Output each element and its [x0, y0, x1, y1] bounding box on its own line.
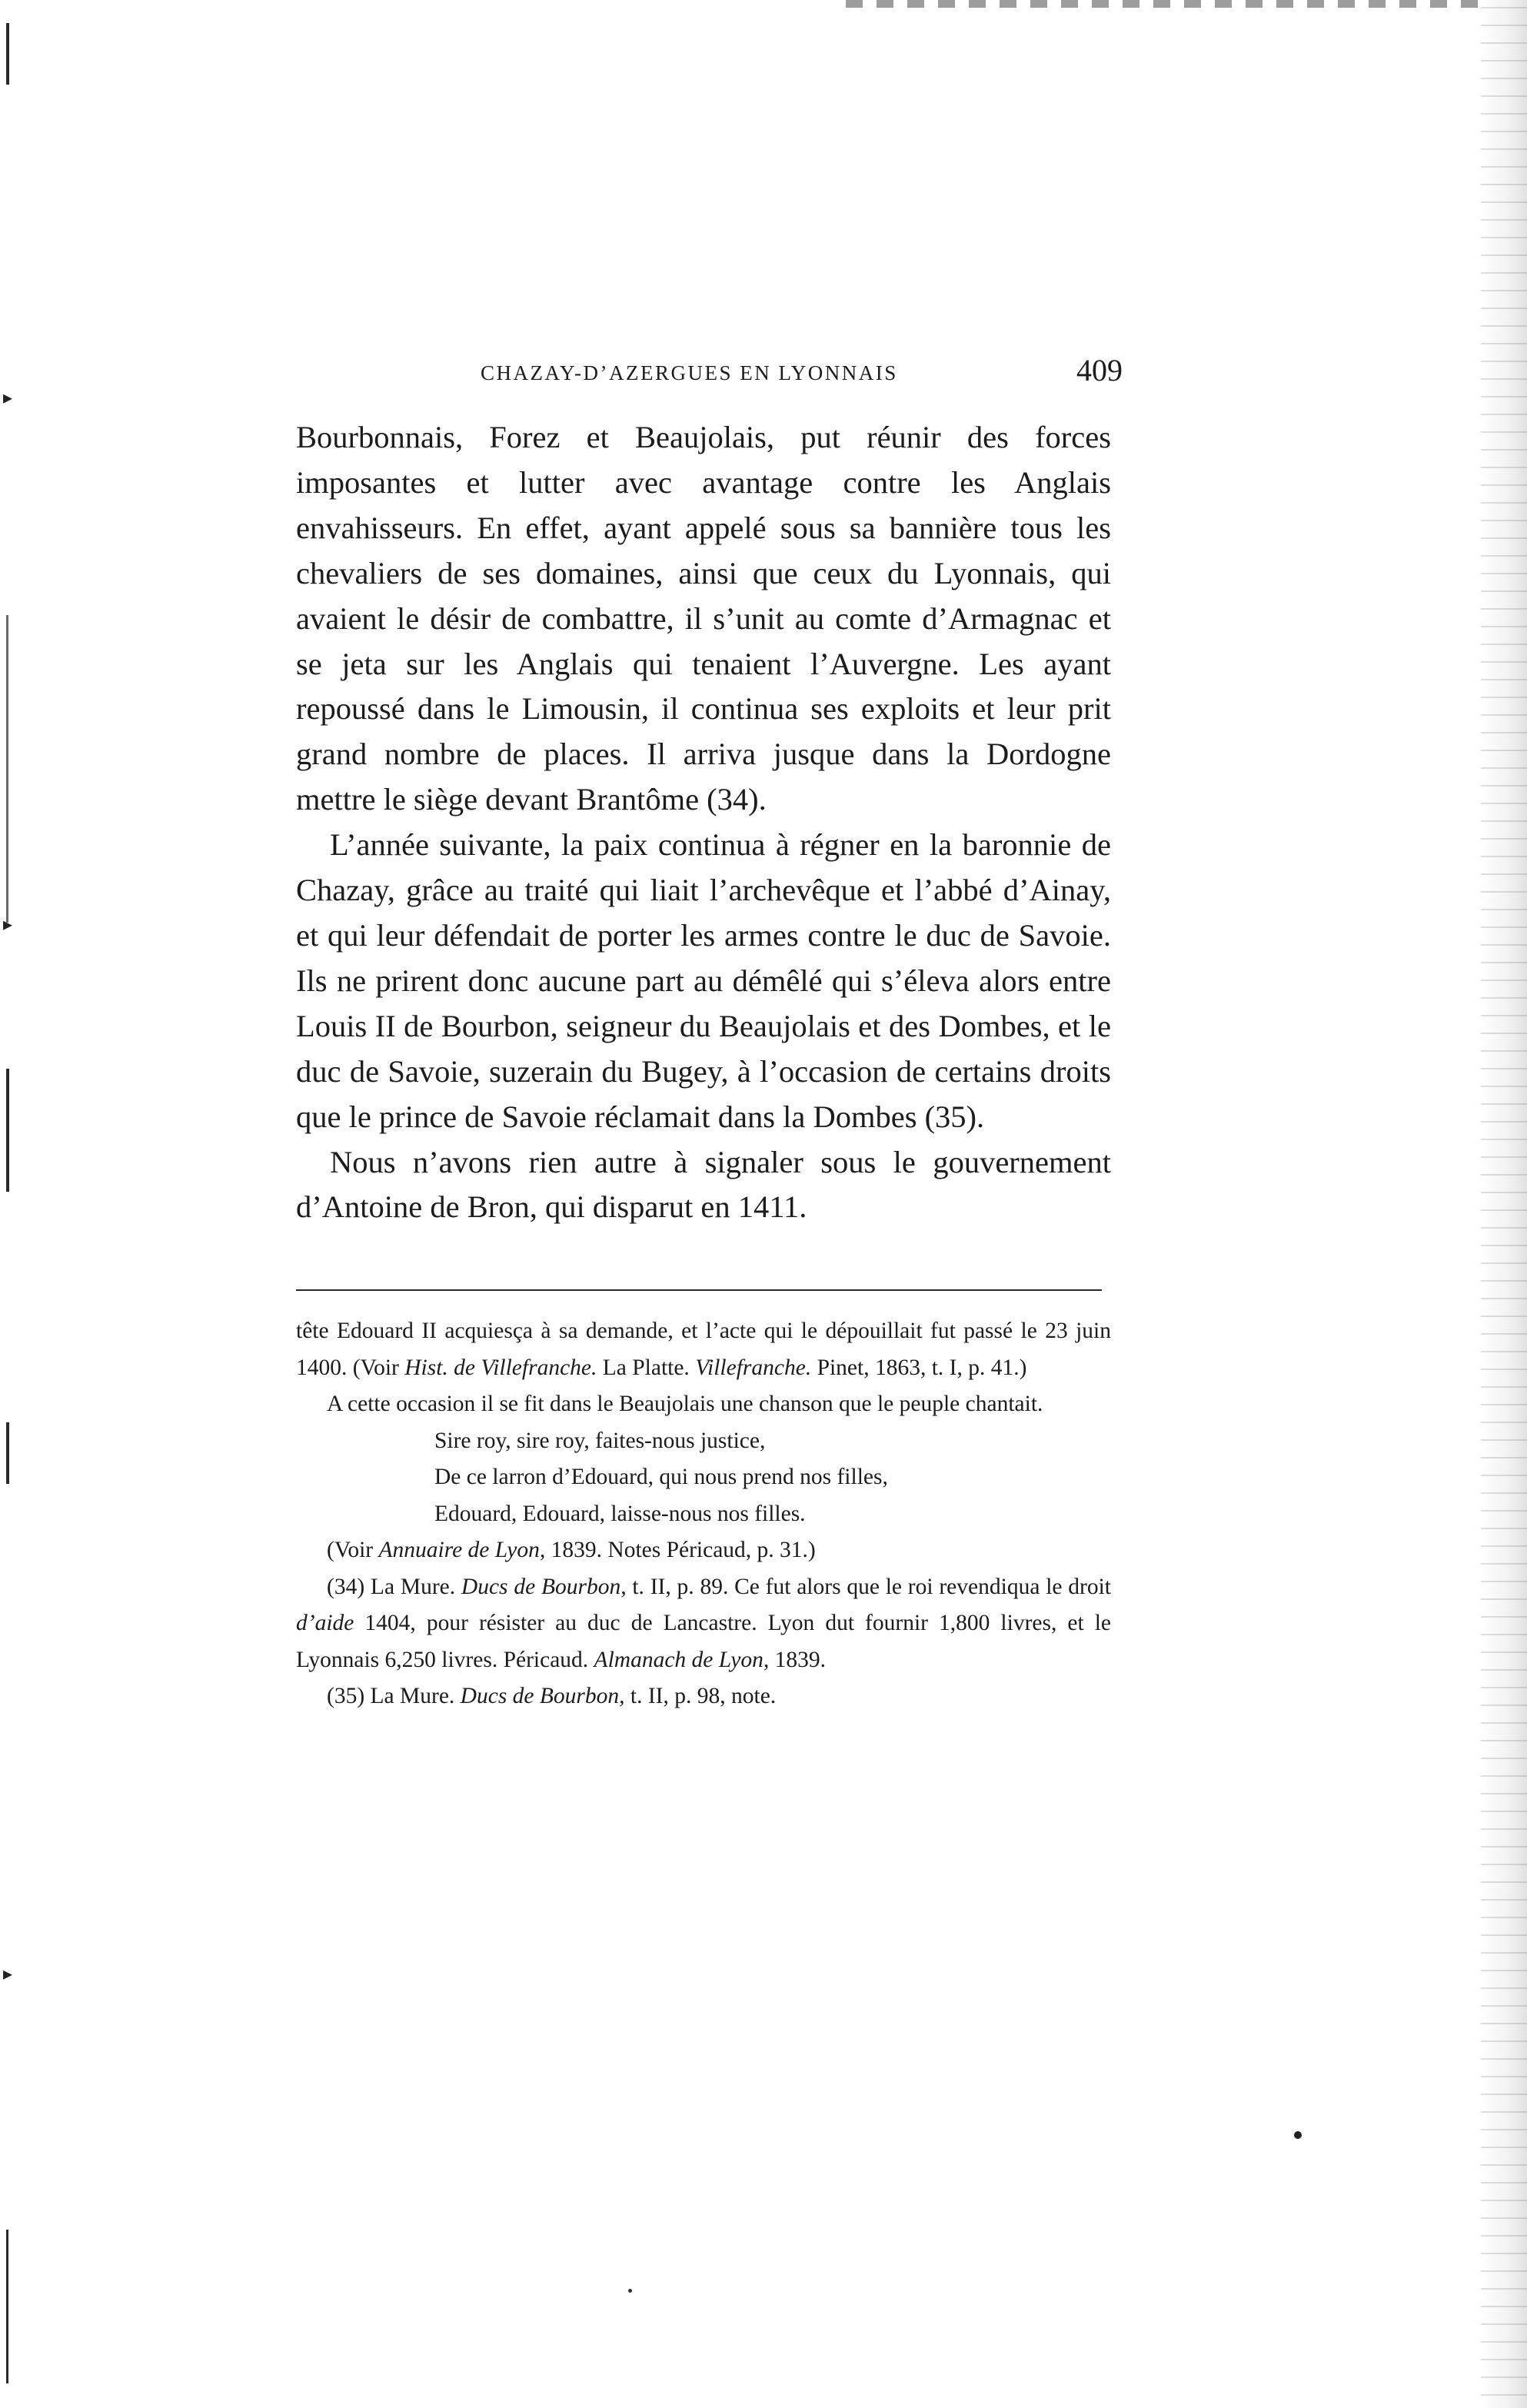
note-text: t. II, p. 98, note. [624, 1684, 777, 1708]
note-text: (34) La Mure. [327, 1574, 461, 1599]
note-title: Annuaire de Lyon, [378, 1538, 546, 1562]
scan-tick [6, 615, 8, 923]
note-text: 1839. Notes Péricaud, p. 31.) [545, 1538, 816, 1562]
note-text: 1839. [769, 1647, 826, 1672]
footnote-separator [296, 1289, 1102, 1291]
scan-tick [6, 23, 9, 85]
scan-edge-top [846, 0, 1492, 8]
note-title: Hist. de Villefranche. [404, 1355, 597, 1380]
note-text: t. II, p. 89. Ce fut alors que le roi revendiqua le droit [626, 1574, 1111, 1599]
note-text: La Platte. [597, 1355, 696, 1380]
footnote-34 [296, 1569, 1111, 1679]
scan-arrow-mark: ▸ [3, 913, 13, 935]
song-verse [296, 1423, 1111, 1533]
note-text: Pinet, 1863, t. I, p. 41.) [811, 1355, 1027, 1380]
paragraph: L’année suivante, la paix continua à régner en la baronnie de Chazay, grâce au traité qui liait l’archevêque et l’abbé d’Ainay, et qui leur défendait de porter les armes contre le duc de Savoie. Ils ne prirent donc aucune part au démêlé qui s’éleva alors entre Louis II de Bourbon, seigneur du Beaujolais et des Dombes, et le duc de Savoie, suzerain du Bugey, à l’occasion de certains droits que le prince de Savoie réclamait dans la Dombes (35). [296, 827, 1111, 1134]
scan-tick [6, 1069, 9, 1192]
note-title: d’aide [296, 1611, 354, 1635]
scan-edge-left [0, 0, 23, 2408]
note-text: 1404, pour résister au duc de Lancastre. Lyon dut fournir 1,800 livres, et le Lyonnais 6,250 livres. Péricaud. [296, 1611, 1111, 1672]
page-number: 409 [1076, 353, 1123, 387]
footnotes [296, 1313, 1111, 1715]
note-title: Almanach de Lyon, [594, 1647, 770, 1672]
scan-tick [6, 2230, 8, 2383]
scan-arrow-mark: ▸ [3, 1963, 13, 1984]
paragraph: Nous n’avons rien autre à signaler sous le gouvernement d’Antoine de Bron, qui disparut en 1411. [296, 1144, 1111, 1225]
ink-dot [628, 2289, 632, 2293]
note-title: Ducs de Bourbon, [460, 1684, 625, 1708]
footnote-35 [296, 1678, 1111, 1715]
verse-line: Sire roy, sire roy, faites-nous justice, [434, 1428, 766, 1453]
note-title: Ducs de Bourbon, [461, 1574, 627, 1599]
body-text [296, 415, 1111, 1230]
paragraph: Bourbonnais, Forez et Beaujolais, put réunir des forces imposantes et lutter avec avantage contre les Anglais envahisseurs. En effet, ayant appelé sous sa bannière tous les chevaliers de ses domaines, ainsi que ceux du Lyonnais, qui avaient le désir de combattre, il s’unit au comte d’Armagnac et se jeta sur les Anglais qui tenaient l’Auvergne. Les ayant repoussé dans le Limousin, il continua ses exploits et leur prit grand nombre de places. Il arriva jusque dans la Dordogne mettre le siège devant Brantôme (34). [296, 420, 1111, 817]
note-title: Villefranche. [695, 1355, 812, 1380]
scan-edge-right [1481, 0, 1527, 2408]
note-text: tête Edouard II acquiesça à sa demande, et l’acte qui le dépouillait fut passé le 23 juin 1400. (Voir [296, 1319, 1111, 1380]
scan-arrow-mark: ▸ [3, 387, 13, 408]
footnote-song-intro: A cette occasion il se fit dans le Beaujolais une chanson que le peuple chantait. [327, 1392, 1043, 1416]
verse-line: De ce larron d’Edouard, qui nous prend nos filles, [434, 1465, 888, 1489]
scan-tick [6, 1422, 9, 1484]
verse-line: Edouard, Edouard, laisse-nous nos filles. [434, 1501, 806, 1526]
footnote-reference [296, 1532, 1111, 1569]
note-text: (Voir [327, 1538, 379, 1562]
ink-speck [1294, 2131, 1302, 2139]
running-header: CHAZAY-D’AZERGUES EN LYONNAIS [481, 361, 898, 384]
note-text: (35) La Mure. [327, 1684, 461, 1708]
footnote-continuation [296, 1313, 1111, 1386]
